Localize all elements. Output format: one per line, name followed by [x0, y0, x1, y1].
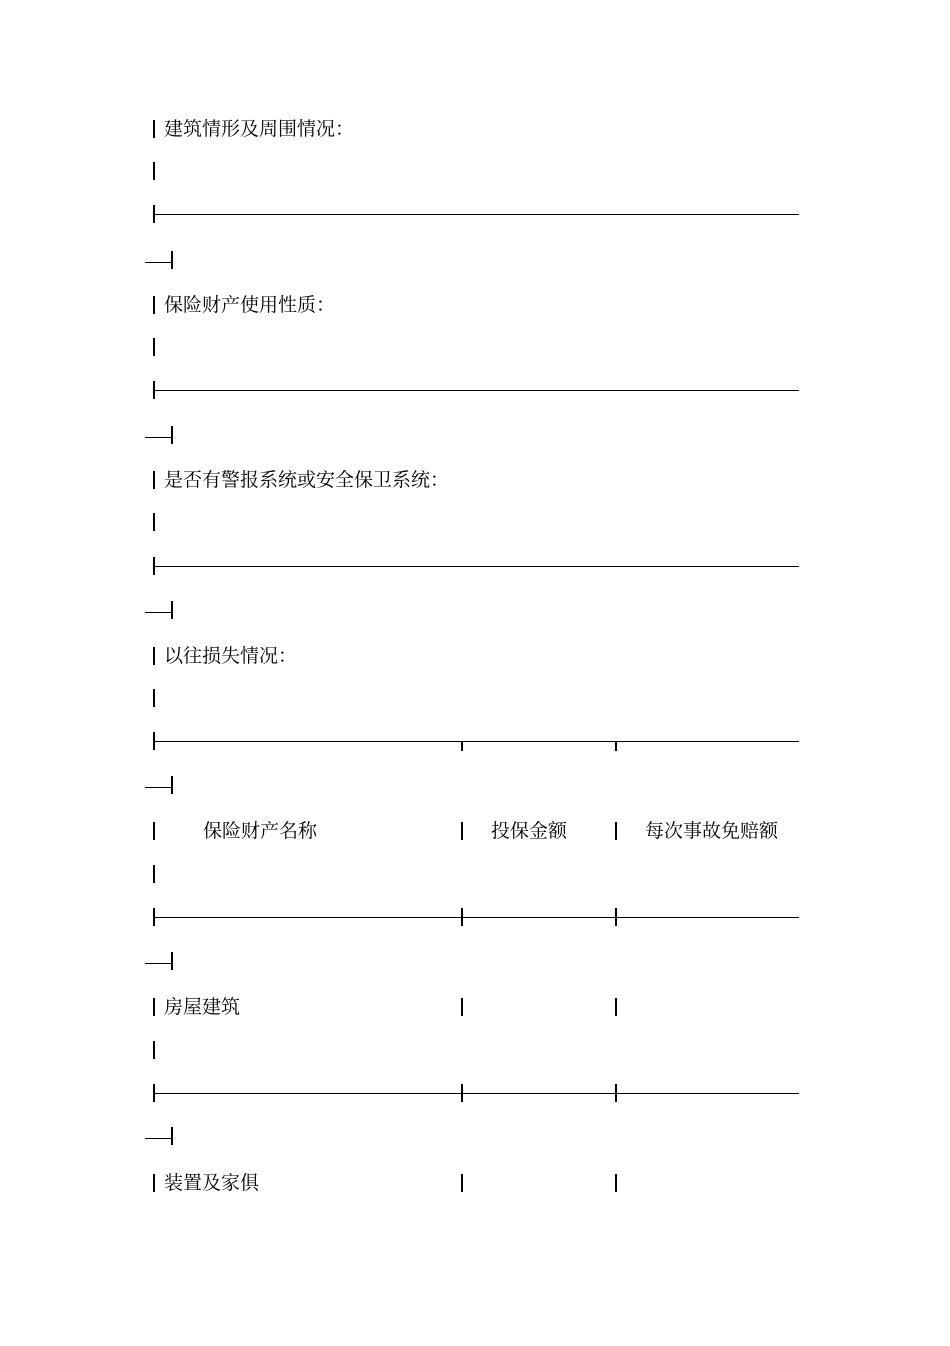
column-divider-tick: [461, 908, 463, 926]
rule-continuation: [145, 262, 172, 263]
rule-continuation: [145, 1138, 172, 1139]
table-left-border: [153, 822, 155, 840]
rule-right-tick: [171, 426, 173, 444]
row-left-border: [153, 162, 155, 180]
column-divider: [461, 1174, 463, 1192]
table-header-amount: 投保金额: [491, 820, 568, 842]
rule-continuation: [145, 612, 172, 613]
table-row-label: 房屋建筑: [164, 996, 241, 1018]
column-divider-tick: [615, 908, 617, 926]
horizontal-rule: [154, 214, 799, 215]
table-row-rule: [154, 917, 799, 918]
column-divider-tick: [461, 1084, 463, 1102]
rule-right-tick: [171, 1127, 173, 1145]
section-label-alarm: 是否有警报系统或安全保卫系统：: [164, 469, 450, 491]
row-left-border: [153, 120, 155, 138]
table-left-border: [153, 865, 155, 883]
table-header-deductible: 每次事故免赔额: [645, 820, 779, 842]
column-divider: [461, 998, 463, 1016]
table-left-border: [153, 1041, 155, 1059]
table-left-border: [153, 998, 155, 1016]
rule-continuation: [145, 787, 172, 788]
table-left-border: [153, 1174, 155, 1192]
column-divider-tick: [615, 741, 617, 751]
table-row-rule: [154, 1093, 799, 1094]
horizontal-rule: [154, 390, 799, 391]
table-header-name: 保险财产名称: [203, 820, 318, 842]
column-divider: [461, 822, 463, 840]
column-divider: [615, 822, 617, 840]
column-divider-tick: [615, 1084, 617, 1102]
rule-right-tick: [171, 601, 173, 619]
rule-right-tick: [171, 776, 173, 794]
row-left-border: [153, 338, 155, 356]
row-left-border: [153, 647, 155, 665]
section-label-building: 建筑情形及周围情况：: [164, 118, 355, 140]
row-left-border: [153, 296, 155, 314]
rule-right-tick: [171, 952, 173, 970]
rule-right-tick: [171, 251, 173, 269]
row-left-border: [153, 471, 155, 489]
rule-continuation: [145, 437, 172, 438]
horizontal-rule: [154, 566, 799, 567]
section-label-usage: 保险财产使用性质：: [164, 294, 336, 316]
rule-continuation: [145, 963, 172, 964]
column-divider-tick: [461, 741, 463, 751]
row-left-border: [153, 513, 155, 531]
table-top-rule: [154, 741, 799, 742]
column-divider: [615, 1174, 617, 1192]
column-divider: [615, 998, 617, 1016]
row-left-border: [153, 689, 155, 707]
table-row-label: 装置及家俱: [164, 1172, 260, 1194]
section-label-losses: 以往损失情况：: [164, 645, 298, 667]
